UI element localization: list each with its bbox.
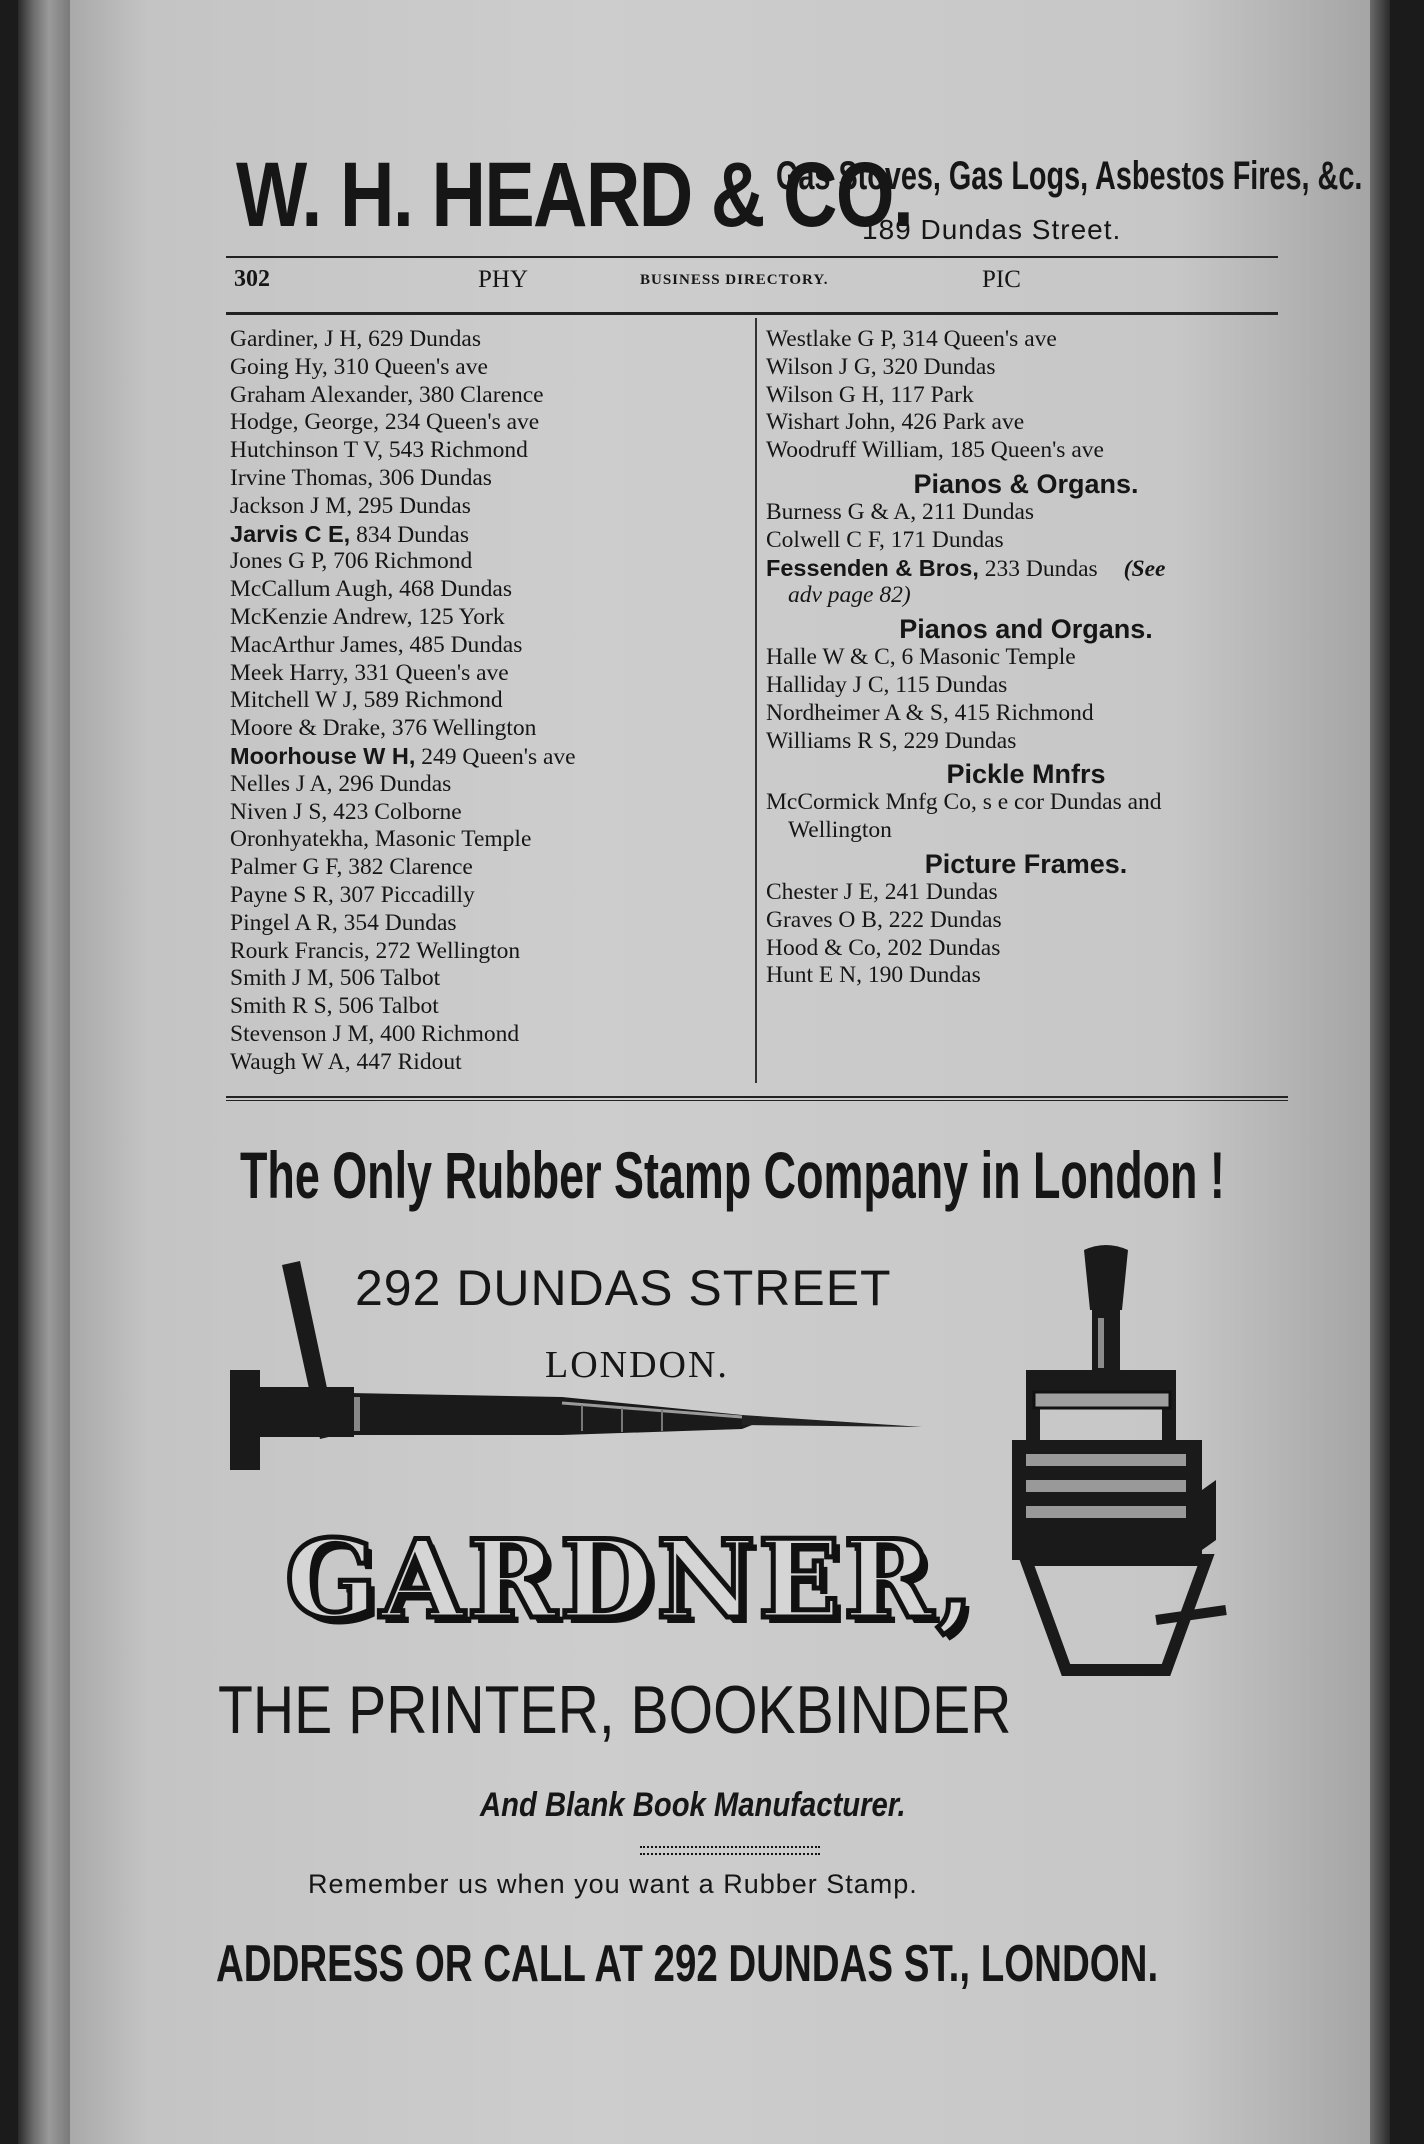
listing: Pingel A R, 354 Dundas: [230, 909, 457, 936]
listing: Halle W & C, 6 Masonic Temple: [766, 644, 1076, 671]
listing: Stevenson J M, 400 Richmond: [230, 1020, 520, 1047]
category-heading: Pickle Mnfrs: [946, 759, 1106, 790]
right-column: [766, 326, 1286, 990]
listing: Graham Alexander, 380 Clarence: [230, 381, 544, 408]
listing: Chester J E, 241 Dundas: [766, 878, 998, 905]
advertiser-goods: Gas Stoves, Gas Logs, Asbestos Fires, &c.: [776, 154, 1363, 198]
ad-reminder: Remember us when you want a Rubber Stamp.: [308, 1869, 918, 1899]
listing: McCallum Augh, 468 Dundas: [230, 576, 512, 603]
listing: Burness G & A, 211 Dundas: [766, 498, 1035, 525]
listing-name-bold: Fessenden & Bros,: [766, 554, 979, 581]
listing: Meek Harry, 331 Queen's ave: [230, 659, 509, 686]
ad-subline: And Blank Book Manufacturer.: [480, 1786, 906, 1824]
listing: Waugh W A, 447 Ridout: [230, 1048, 462, 1075]
ad-trade: THE PRINTER, BOOKBINDER: [218, 1672, 1012, 1748]
left-column: [230, 326, 750, 1077]
listing: Jones G P, 706 Richmond: [230, 548, 473, 575]
listing-note-cont: adv page 82): [788, 582, 911, 609]
listing: Hodge, George, 234 Queen's ave: [230, 409, 540, 436]
ad-top-rule-2: [226, 1100, 1288, 1101]
listing: Oronhyatekha, Masonic Temple: [230, 826, 532, 853]
listing: Graves O B, 222 Dundas: [766, 906, 1002, 933]
listing: Smith J M, 506 Talbot: [230, 965, 441, 992]
page-edge-shadow: [1370, 0, 1390, 2144]
listing-featured: [230, 521, 750, 549]
category-heading: Pianos & Organs.: [913, 468, 1139, 499]
listing: Westlake G P, 314 Queen's ave: [766, 326, 1057, 352]
listing-note: (See: [1123, 555, 1166, 582]
category-heading: Picture Frames.: [924, 848, 1128, 879]
listing: Nordheimer A & S, 415 Richmond: [766, 699, 1094, 726]
listing: Williams R S, 229 Dundas: [766, 727, 1017, 754]
listing: Hood & Co, 202 Dundas: [766, 934, 1001, 961]
ad-ornament-rule: [640, 1846, 820, 1855]
category-heading: Pianos and Organs.: [899, 614, 1153, 645]
listing: Gardiner, J H, 629 Dundas: [230, 326, 481, 352]
listing: Hunt E N, 190 Dundas: [766, 962, 981, 989]
listing: Palmer G F, 382 Clarence: [230, 854, 473, 881]
listing-address: 834 Dundas: [350, 521, 469, 548]
listing: Colwell C F, 171 Dundas: [766, 526, 1004, 553]
listing: Irvine Thomas, 306 Dundas: [230, 464, 492, 491]
listing-name-bold: Jarvis C E,: [230, 520, 351, 547]
listing: Wilson G H, 117 Park: [766, 381, 974, 408]
ad-business-name: GARDNER,: [285, 1517, 977, 1643]
ad-city: LONDON.: [545, 1344, 729, 1386]
ad-address: ADDRESS OR CALL AT 292 DUNDAS ST., LONDON.: [216, 1935, 1159, 1993]
listing: MacArthur James, 485 Dundas: [230, 631, 523, 658]
ad-headline: The Only Rubber Stamp Company in London !: [240, 1138, 1225, 1212]
listing-name-bold: Moorhouse W H,: [230, 742, 416, 769]
column-divider: [755, 318, 757, 1083]
advertiser-name: W. H. HEARD & CO.: [236, 144, 913, 246]
listing: Wishart John, 426 Park ave: [766, 409, 1025, 436]
listing: Niven J S, 423 Colborne: [230, 798, 462, 825]
listing: Payne S R, 307 Piccadilly: [230, 881, 475, 908]
listing-featured: [766, 555, 1286, 583]
listing-featured: [230, 743, 750, 771]
listing: Nelles J A, 296 Dundas: [230, 770, 452, 797]
listing: Halliday J C, 115 Dundas: [766, 671, 1008, 698]
listing-cont: Wellington: [788, 817, 892, 844]
listing-address: 233 Dundas: [978, 555, 1098, 582]
running-head-section: BUSINESS DIRECTORY.: [640, 272, 829, 288]
listing: Smith R S, 506 Talbot: [230, 993, 439, 1020]
advertiser-address: 189 Dundas Street.: [862, 214, 1122, 245]
listing: Hutchinson T V, 543 Richmond: [230, 437, 528, 464]
listing: Mitchell W J, 589 Richmond: [230, 687, 503, 714]
running-head-rule: [226, 312, 1278, 315]
listing: Jackson J M, 295 Dundas: [230, 492, 471, 519]
ad-street: 292 DUNDAS STREET: [355, 1260, 892, 1316]
running-head-first: PHY: [478, 266, 529, 293]
listing: Going Hy, 310 Queen's ave: [230, 353, 488, 380]
book-gutter: [18, 0, 70, 2144]
page-number: 302: [234, 266, 270, 292]
listing-address: 249 Queen's ave: [415, 743, 576, 770]
listing: Moore & Drake, 376 Wellington: [230, 715, 537, 742]
running-head-last: PIC: [982, 266, 1021, 293]
listing: Rourk Francis, 272 Wellington: [230, 937, 521, 964]
listing: Wilson J G, 320 Dundas: [766, 353, 996, 380]
listing: Woodruff William, 185 Queen's ave: [766, 437, 1104, 464]
listing: McCormick Mnfg Co, s e cor Dundas and: [766, 789, 1162, 816]
ad-top-rule: [226, 1096, 1288, 1098]
listing: McKenzie Andrew, 125 York: [230, 603, 505, 630]
header-rule: [226, 256, 1278, 258]
